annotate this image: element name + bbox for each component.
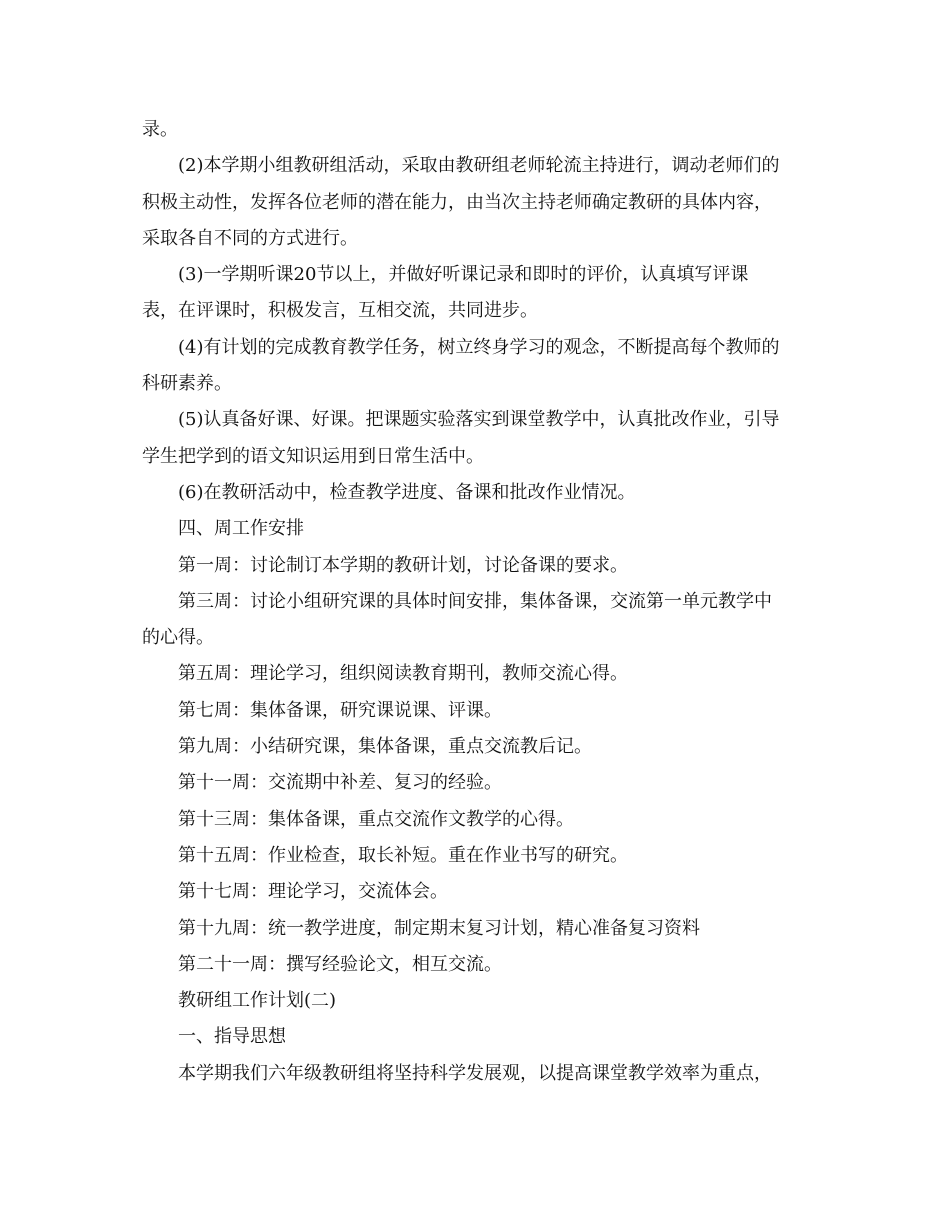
text-line: (3)一学期听课20节以上，并做好听课记录和即时的评价，认真填写评课 bbox=[178, 264, 749, 286]
text-line: 第九周：小结研究课，集体备课，重点交流教后记。 bbox=[178, 736, 592, 758]
text-line: 第二十一周：撰写经验论文，相互交流。 bbox=[178, 953, 502, 975]
paragraph bbox=[142, 511, 804, 547]
text-line: 第一周：讨论制订本学期的教研计划，讨论备课的要求。 bbox=[178, 554, 628, 576]
paragraph bbox=[142, 148, 804, 257]
text-line: 录。 bbox=[142, 119, 178, 140]
paragraph bbox=[142, 112, 804, 148]
paragraph bbox=[142, 983, 804, 1019]
text-line: 教研组工作计划(二) bbox=[178, 990, 337, 1012]
paragraph bbox=[142, 729, 804, 765]
text-line: 表，在评课时，积极发言，互相交流，共同进步。 bbox=[142, 300, 538, 322]
text-line: 第三周：讨论小组研究课的具体时间安排，集体备课，交流第一单元教学中 bbox=[178, 590, 772, 612]
text-line: 第十五周：作业检查，取长补短。重在作业书写的研究。 bbox=[178, 844, 628, 866]
text-line: (6)在教研活动中，检查教学进度、备课和批改作业情况。 bbox=[178, 481, 636, 503]
paragraph bbox=[142, 693, 804, 729]
paragraph bbox=[142, 911, 804, 947]
paragraph bbox=[142, 584, 804, 657]
paragraph bbox=[142, 656, 804, 692]
text-line: 第五周：理论学习，组织阅读教育期刊，教师交流心得。 bbox=[178, 663, 628, 685]
paragraph bbox=[142, 475, 804, 511]
text-line: (4)有计划的完成教育教学任务，树立终身学习的观念，不断提高每个教师的 bbox=[178, 336, 780, 358]
text-line: 采取各自不同的方式进行。 bbox=[142, 227, 358, 249]
text-line: 四、周工作安排 bbox=[178, 518, 304, 540]
paragraph bbox=[142, 947, 804, 983]
paragraph bbox=[142, 838, 804, 874]
paragraph bbox=[142, 802, 804, 838]
text-line: 科研素养。 bbox=[142, 373, 232, 395]
text-line: 学生把学到的语文知识运用到日常生活中。 bbox=[142, 445, 484, 467]
text-line: 第十九周：统一教学进度，制定期末复习计划，精心准备复习资料 bbox=[178, 917, 700, 939]
paragraph bbox=[142, 874, 804, 910]
text-line: 第十三周：集体备课，重点交流作文教学的心得。 bbox=[178, 808, 574, 830]
text-line: 本学期我们六年级教研组将坚持科学发展观，以提高课堂教学效率为重点， bbox=[178, 1062, 772, 1084]
text-line: 第七周：集体备课，研究课说课、评课。 bbox=[178, 699, 502, 721]
paragraph bbox=[142, 1019, 804, 1055]
text-line: (5)认真备好课、好课。把课题实验落实到课堂教学中，认真批改作业，引导 bbox=[178, 409, 780, 431]
paragraph bbox=[142, 548, 804, 584]
text-line: 的心得。 bbox=[142, 627, 214, 649]
text-line: (2)本学期小组教研组活动，采取由教研组老师轮流主持进行，调动老师们的 bbox=[178, 155, 780, 177]
paragraph bbox=[142, 330, 804, 403]
paragraph bbox=[142, 765, 804, 801]
paragraph bbox=[142, 402, 804, 475]
text-line: 一、指导思想 bbox=[178, 1026, 286, 1048]
text-line: 第十七周：理论学习，交流体会。 bbox=[178, 881, 448, 903]
paragraph bbox=[142, 1056, 804, 1092]
text-line: 第十一周：交流期中补差、复习的经验。 bbox=[178, 772, 502, 794]
document-body bbox=[142, 112, 804, 1092]
text-line: 积极主动性，发挥各位老师的潜在能力，由当次主持老师确定教研的具体内容， bbox=[142, 191, 772, 213]
paragraph bbox=[142, 257, 804, 330]
